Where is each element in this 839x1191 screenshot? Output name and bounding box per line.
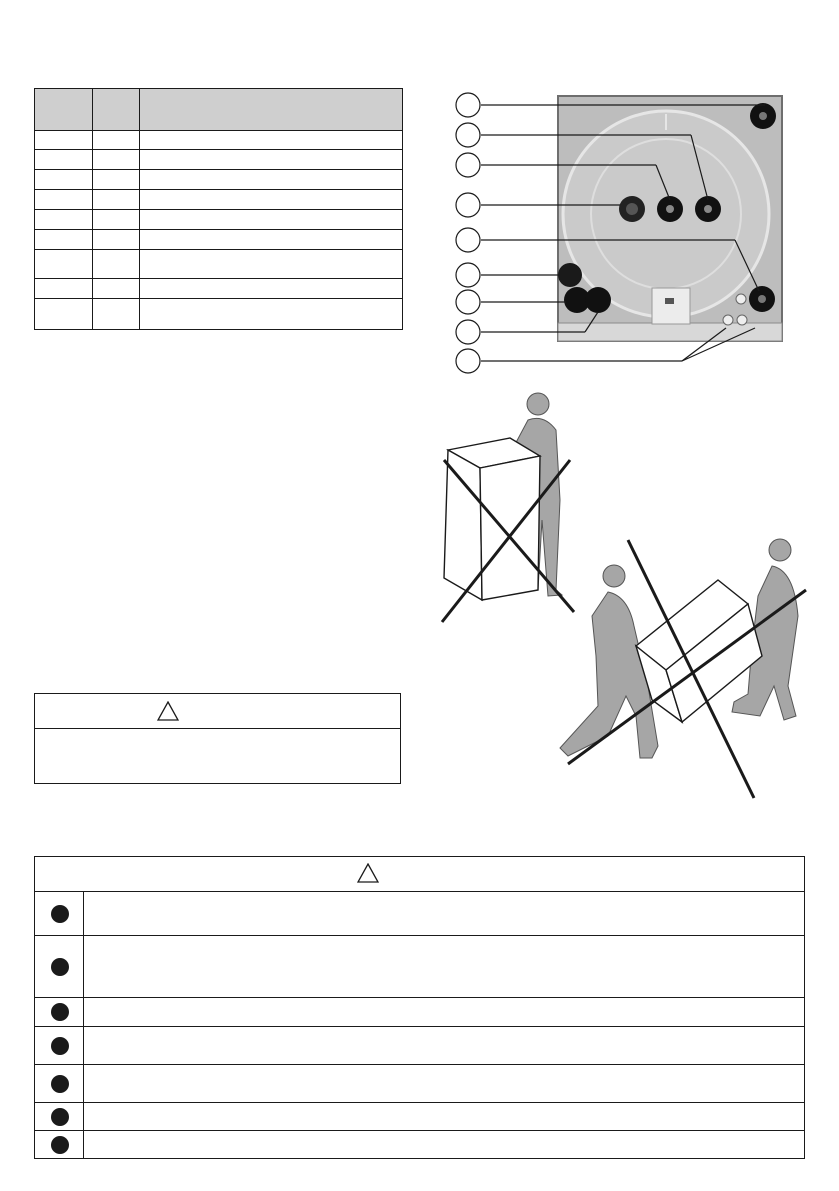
header-cell [140,89,403,131]
bullet-icon [51,1037,69,1055]
caution-header [35,694,400,729]
callout-markers [456,93,480,373]
connection-left-lower-b [585,287,611,313]
two-person-carry-illustration [548,536,810,802]
callout-marker [456,93,480,117]
connection-left-upper [558,263,582,287]
warning-row [35,1131,804,1158]
table-row [35,190,403,210]
tank-base [558,323,782,341]
bullet-icon [51,958,69,976]
bullet-icon [51,1075,69,1093]
warning-row [35,1065,804,1103]
bullet-icon [51,1108,69,1126]
table-row [35,131,403,150]
bullet-icon [51,1003,69,1021]
connection-table [34,88,403,330]
callout-marker [456,193,480,217]
warning-triangle-icon [157,701,179,721]
header-cell [35,89,93,131]
warning-row [35,892,804,936]
table-row [35,210,403,230]
warning-row [35,936,804,998]
table-row [35,279,403,299]
callout-marker [456,320,480,344]
tank-top-diagram [450,88,790,378]
warning-row [35,1103,804,1131]
callout-marker [456,290,480,314]
callout-marker [456,228,480,252]
callout-marker [456,153,480,177]
table-row [35,250,403,279]
table-row [35,150,403,170]
table-row [35,299,403,330]
bullet-icon [51,905,69,923]
caution-box [34,693,401,784]
warning-table [34,856,805,1159]
warning-row [35,998,804,1027]
warning-triangle-icon [357,863,379,883]
bullet-icon [51,1136,69,1154]
header-cell [93,89,140,131]
warning-row [35,1027,804,1065]
warning-header [35,857,804,892]
tank-label-plate [652,288,690,324]
callout-marker [456,123,480,147]
table-row [35,170,403,190]
callout-marker [456,263,480,287]
table-row [35,230,403,250]
table-header-row [35,89,403,131]
carried-box [444,438,540,600]
callout-marker [456,349,480,373]
